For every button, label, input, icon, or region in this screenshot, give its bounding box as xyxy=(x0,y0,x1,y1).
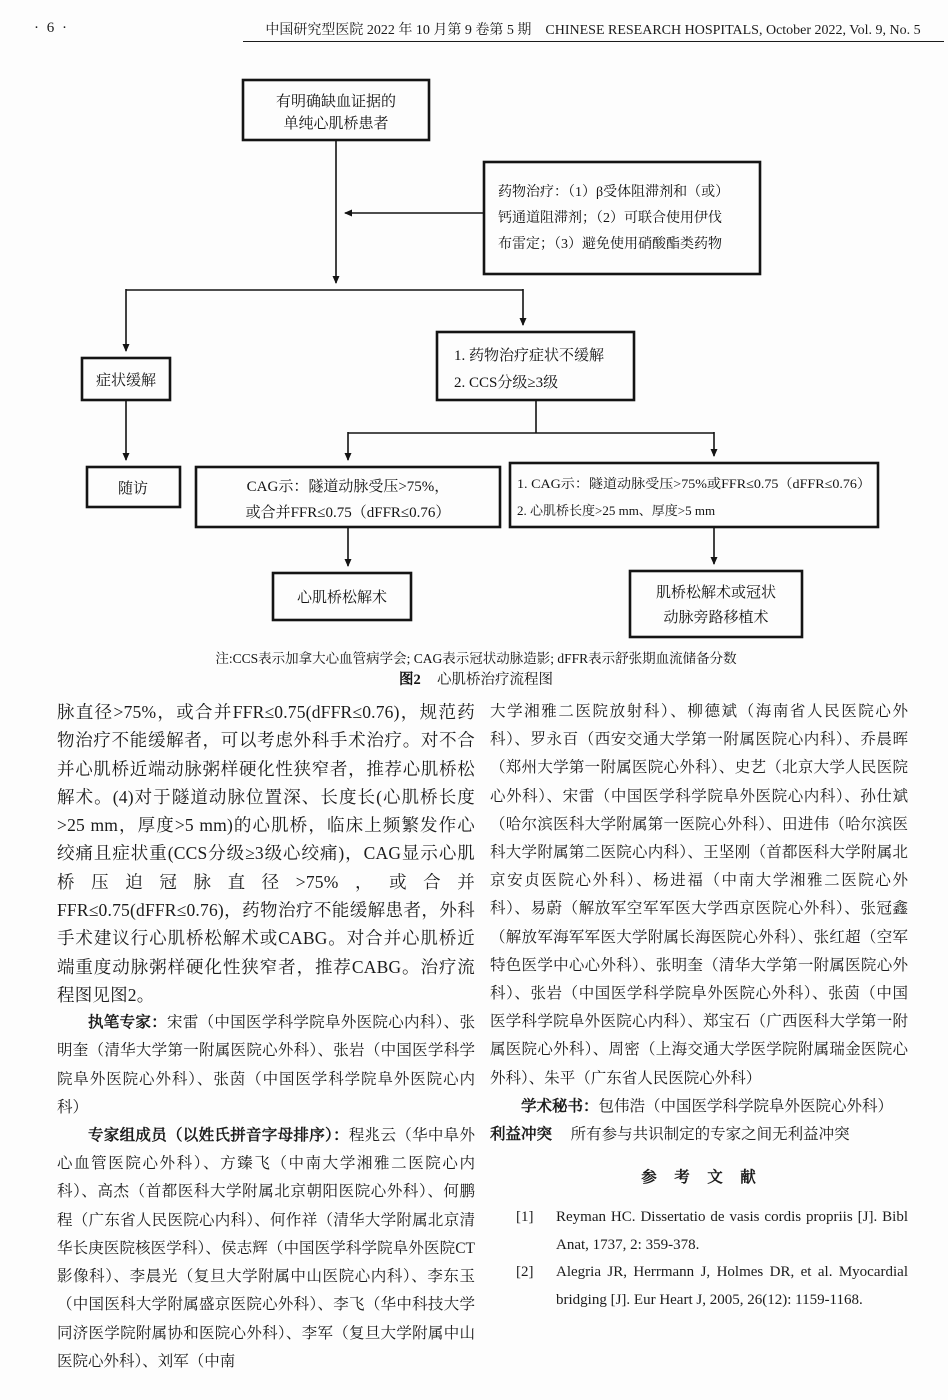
flow-box-cabg-line2: 动脉旁路移植术 xyxy=(663,610,769,626)
flow-box-cag-line1: CAG示：隧道动脉受压>75%， xyxy=(246,479,450,495)
flow-box-followup-line1: 随访 xyxy=(117,481,149,497)
figure-caption-label: 图2 xyxy=(399,672,421,688)
flow-box-medication-line3: 布雷定；（3）避免使用硝酸酯类药物 xyxy=(498,237,722,252)
left-column xyxy=(57,698,475,1376)
secretary-text: 包伟浩（中国医学科学院阜外医院心外科） xyxy=(598,1097,894,1115)
paragraph-secretary xyxy=(490,1093,908,1121)
paragraph-coi xyxy=(490,1121,908,1149)
figure-caption-title: 心肌桥治疗流程图 xyxy=(437,672,553,688)
paragraph-members xyxy=(57,1122,475,1376)
flow-box-cabg xyxy=(630,571,802,637)
journal-header: 中国研究型医院 2022 年 10 月第 9 卷第 5 期 CHINESE RESEARCH HOSPITALS, October 2022, Vol. 9, No. 5 xyxy=(265,23,921,38)
flow-box-patient-line2: 单纯心肌桥患者 xyxy=(283,116,389,132)
figure-note: 注:CCS表示加拿大心血管病学会; CAG表示冠状动脉造影; dFFR表示舒张期血流储备分数 xyxy=(215,651,737,666)
paragraph-authors xyxy=(57,1009,475,1122)
reference-item xyxy=(516,1259,908,1314)
members-label: 专家组成员（以姓氏拼音字母排序）： xyxy=(88,1127,349,1145)
reference-item xyxy=(516,1204,908,1259)
flow-box-no-relief-line1: 1. 药物治疗症状不缓解 xyxy=(454,348,605,364)
flow-box-cag xyxy=(196,467,500,527)
flow-box-symptom-relief xyxy=(82,358,170,400)
coi-text: 所有参与共识制定的专家之间无利益冲突 xyxy=(570,1126,850,1144)
flow-box-cag-line2: 或合并FFR≤0.75（dFFR≤0.76） xyxy=(245,505,451,521)
flow-box-medication xyxy=(484,162,760,274)
coi-label: 利益冲突 xyxy=(490,1126,553,1144)
flow-box-cag-ffr-line2: 2. 心肌桥长度>25 mm、厚度>5 mm xyxy=(517,503,716,518)
header-rule xyxy=(243,41,944,42)
page-number: · 6 · xyxy=(34,20,69,36)
flow-box-no-relief xyxy=(437,332,634,400)
flow-box-symptom-relief-line1: 症状缓解 xyxy=(95,373,157,389)
flow-box-patient xyxy=(243,80,429,140)
members-text: 程兆云（华中阜外心血管医院心外科）、方臻飞（中南大学湘雅二医院心内科）、高杰（首都医科大学附属北京朝阳医院心外科）、何鹏程（广东省人民医院心内科）、何作祥（清华大学附属北京清华长庚医院核医学科）、侯志辉（中国医学科学院阜外医院CT影像科）、李晨光（复旦大学附属中山医院心内科）、李东玉（中国医科大学附属盛京医院心外科）、李飞（华中科技大学同济医学院附属协和医院心外科）、李军（复旦大学附属中山医院心外科）、刘军（中南 xyxy=(57,1127,475,1370)
reference-text: Alegria JR, Herrmann J, Holmes DR, et al. Myocardial bridging [J]. Eur Heart J, 2005, 26(12): 1159-1168. xyxy=(556,1264,908,1309)
flow-box-cag-ffr-line1: 1. CAG示：隧道动脉受压>75%或FFR≤0.75（dFFR≤0.76） xyxy=(517,476,871,491)
references-list xyxy=(490,1204,908,1314)
flow-box-cabg-line1: 肌桥松解术或冠状 xyxy=(655,585,777,601)
authors-text: 宋雷（中国医学科学院阜外医院心内科）、张明奎（清华大学第一附属医院心外科）、张岩（中国医学科学院阜外医院心外科）、张茵（中国医学科学院阜外医院心内科） xyxy=(57,1014,475,1116)
flow-box-followup xyxy=(87,467,180,507)
flow-box-patient-line1: 有明确缺血证据的 xyxy=(275,94,397,110)
reference-number: [2] xyxy=(516,1264,534,1281)
flow-box-no-relief-line2: 2. CCS分级≥3级 xyxy=(454,375,559,391)
figure-flowchart xyxy=(0,70,948,692)
flow-box-medication-line2: 钙通道阻滞剂；（2）可联合使用伊伐 xyxy=(498,211,722,226)
body-columns xyxy=(57,698,908,1376)
secretary-label: 学术秘书： xyxy=(521,1097,599,1115)
flow-box-myotomy-line1: 心肌桥松解术 xyxy=(296,590,388,606)
flow-box-myotomy xyxy=(273,573,411,620)
right-column xyxy=(490,698,908,1376)
references-heading: 参 考 文 献 xyxy=(641,1169,757,1187)
reference-text: Reyman HC. Dissertatio de vasis cordis propriis [J]. Bibl Anat, 1737, 2: 359-378. xyxy=(556,1209,908,1253)
authors-label: 执笔专家： xyxy=(88,1014,168,1032)
reference-number: [1] xyxy=(516,1209,534,1226)
paragraph-treatment: 脉直径>75%，或合并FFR≤0.75(dFFR≤0.76)，规范药物治疗不能缓解者，可以考虑外科手术治疗。对不合并心肌桥近端动脉粥样硬化性狭窄者，推荐心肌桥松解术。(4)对于隧道动脉位置深、长度长(心肌桥长度>25 mm，厚度>5 mm)的心肌桥，临床上频繁发作心绞痛且症状重(CCS分级≥3级心绞痛)，CAG显示心肌桥压迫冠脉直径>75%，或合并FFR≤0.75(dFFR≤0.76)，药物治疗不能缓解患者，外科手术建议行心肌桥松解术或CABG。对合并心肌桥近端重度动脉粥样硬化性狭窄者，推荐CABG。治疗流程图见图2。 xyxy=(57,702,475,1005)
flow-box-cag-ffr xyxy=(510,463,878,527)
paragraph-members-continued: 大学湘雅二医院放射科）、柳德斌（海南省人民医院心外科）、罗永百（西安交通大学第一附属医院心内科）、乔晨晖（郑州大学第一附属医院心外科）、史艺（北京大学人民医院心外科）、宋雷（中国医学科学院阜外医院心内科）、孙仕斌（哈尔滨医科大学附属第一医院心外科）、田进伟（哈尔滨医科大学附属第二医院心内科）、王坚刚（首都医科大学附属北京安贞医院心外科）、杨进福（中南大学湘雅二医院心外科）、易蔚（解放军空军军医大学西京医院心外科）、张冠鑫（解放军海军军医大学附属长海医院心外科）、张红超（空军特色医学中心心外科）、张明奎（清华大学第一附属医院心外科）、张岩（中国医学科学院阜外医院心外科）、张茵（中国医学科学院阜外医院心内科）、郑宝石（广西医科大学第一附属医院心外科）、周密（上海交通大学医学院附属瑞金医院心外科）、朱平（广东省人民医院心外科） xyxy=(490,703,908,1087)
flow-box-medication-line1: 药物治疗：（1）β受体阻滞剂和（或） xyxy=(498,185,730,200)
